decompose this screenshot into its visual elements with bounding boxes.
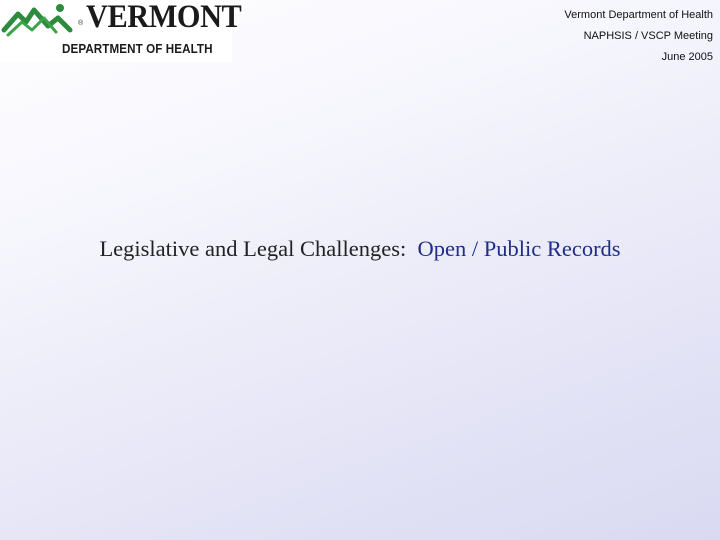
registered-mark: ® [78,20,84,27]
mountain-logo-icon [0,0,90,40]
header-org: Vermont Department of Health [564,9,713,21]
slide-title [0,236,720,262]
vermont-health-logo [0,0,242,62]
title-accent: Open / Public Records [417,236,621,261]
logo-subtitle: DEPARTMENT OF HEALTH [62,42,213,56]
title-main: Legislative and Legal Challenges: [99,236,407,261]
header-date: June 2005 [661,51,713,63]
logo-wordmark: VERMONT [86,0,242,35]
header-info [564,5,713,68]
header-meeting: NAPHSIS / VSCP Meeting [583,30,713,42]
